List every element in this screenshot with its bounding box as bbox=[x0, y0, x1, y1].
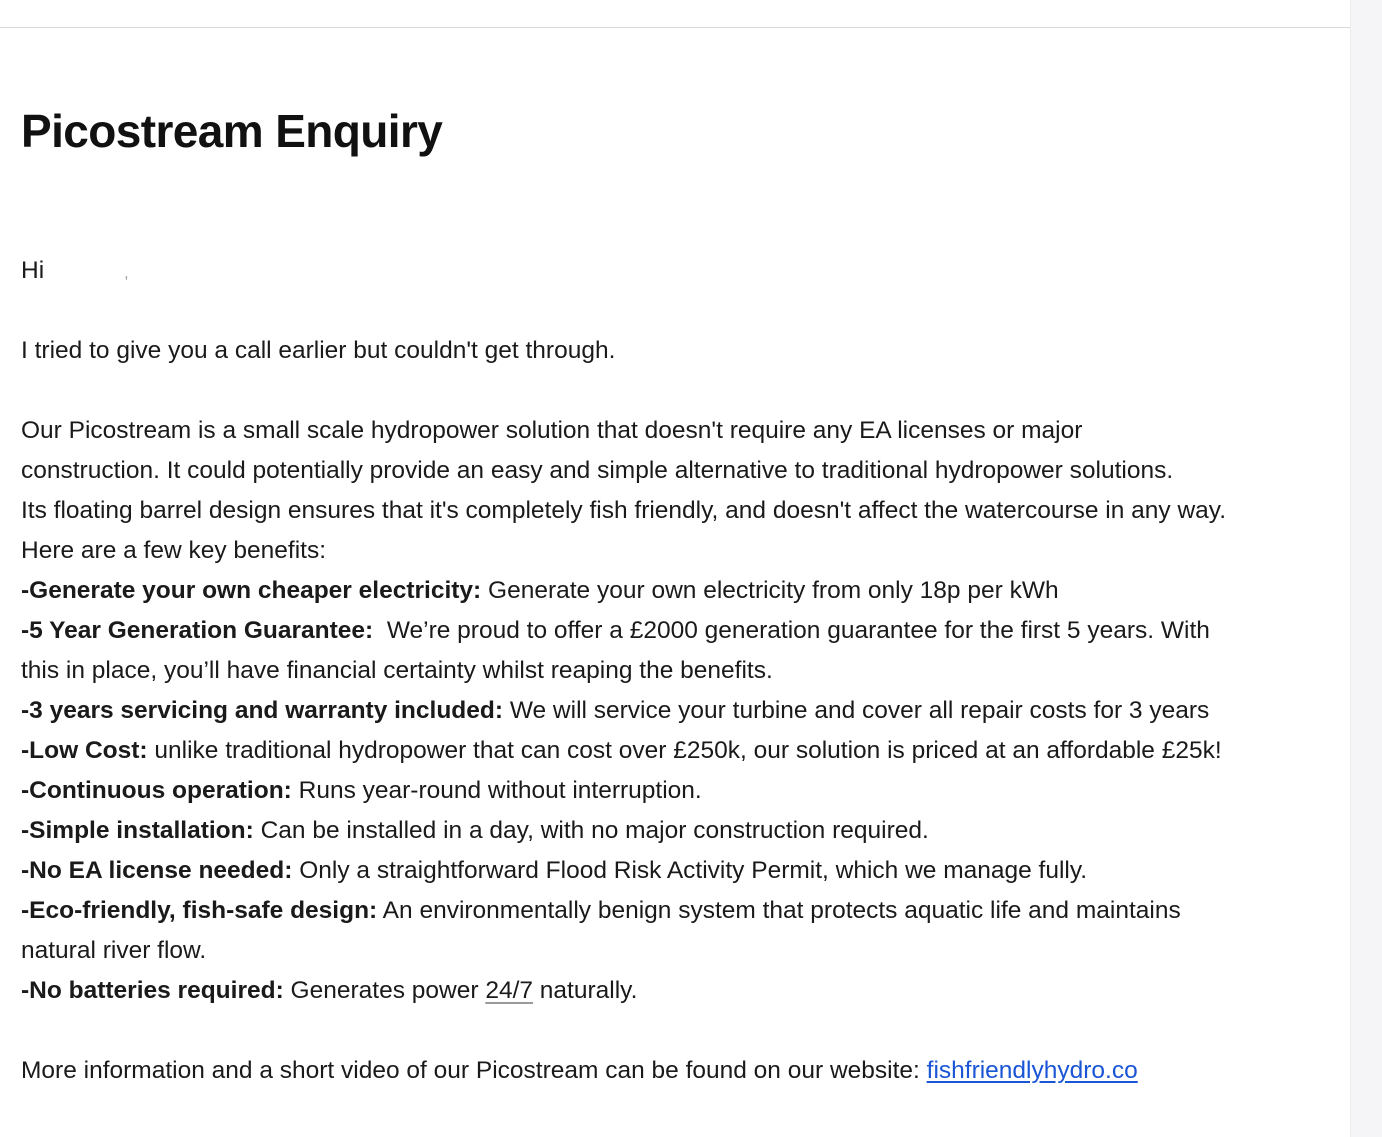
benefit-text: unlike traditional hydropower that can cost over £250k, our solution is priced at an affordable £25k! bbox=[147, 737, 1222, 764]
benefit-item bbox=[21, 771, 1331, 811]
paragraph-line: Its floating barrel design ensures that it's completely fish friendly, and doesn't affect the watercourse in any way. bbox=[21, 497, 1227, 524]
greeting-comma: , bbox=[124, 265, 129, 282]
benefit-title: -Simple installation: bbox=[21, 817, 254, 844]
greeting-line bbox=[21, 251, 1331, 291]
benefit-text-end: naturally. bbox=[533, 977, 638, 1004]
closing-text: More information and a short video of our Picostream can be found on our website: bbox=[21, 1057, 927, 1084]
detected-time-link[interactable]: 24/7 bbox=[485, 977, 533, 1004]
benefit-title: -Low Cost: bbox=[21, 737, 148, 764]
benefit-item bbox=[21, 691, 1331, 731]
benefit-text: Only a straightforward Flood Risk Activity Permit, which we manage fully. bbox=[292, 857, 1088, 884]
email-body bbox=[21, 251, 1331, 1091]
benefit-text: We’re proud to offer a £2000 generation guarantee for the first 5 years. With bbox=[373, 617, 1210, 644]
benefit-text: We will service your turbine and cover all repair costs for 3 years bbox=[503, 697, 1210, 724]
benefit-title: -Generate your own cheaper electricity: bbox=[21, 577, 482, 604]
benefit-title: -No batteries required: bbox=[21, 977, 284, 1004]
paragraph-line: Here are a few key benefits: bbox=[21, 537, 327, 564]
benefit-title: -Eco-friendly, fish-safe design: bbox=[21, 897, 378, 924]
benefit-item-continued: natural river flow. bbox=[21, 937, 207, 964]
benefit-item bbox=[21, 811, 1331, 851]
header-divider bbox=[0, 27, 1350, 28]
intro-line: I tried to give you a call earlier but couldn't get through. bbox=[21, 337, 616, 364]
benefit-title: -Continuous operation: bbox=[21, 777, 292, 804]
benefit-item bbox=[21, 971, 1331, 1011]
greeting-text: Hi bbox=[21, 257, 45, 284]
benefit-item bbox=[21, 851, 1331, 891]
email-subject: Picostream Enquiry bbox=[21, 105, 443, 157]
benefit-text: An environmentally benign system that protects aquatic life and maintains bbox=[377, 897, 1181, 924]
benefit-title: -No EA license needed: bbox=[21, 857, 293, 884]
closing-line bbox=[21, 1051, 1331, 1091]
benefit-text: Generates power bbox=[283, 977, 486, 1004]
website-link[interactable]: fishfriendlyhydro.co bbox=[926, 1057, 1138, 1084]
benefit-title: -3 years servicing and warranty included: bbox=[21, 697, 504, 724]
paragraph-line: construction. It could potentially provide an easy and simple alternative to traditional hydropower solutions. bbox=[21, 457, 1174, 484]
benefit-item bbox=[21, 891, 1331, 931]
benefit-text: Can be installed in a day, with no major construction required. bbox=[253, 817, 929, 844]
benefit-text: Generate your own electricity from only 18p per kWh bbox=[481, 577, 1059, 604]
benefit-item bbox=[21, 731, 1331, 771]
benefit-item bbox=[21, 611, 1331, 651]
benefit-title: -5 Year Generation Guarantee: bbox=[21, 617, 374, 644]
paragraph-line: Our Picostream is a small scale hydropower solution that doesn't require any EA licenses or major bbox=[21, 417, 1083, 444]
benefit-item bbox=[21, 571, 1331, 611]
benefit-text: Runs year-round without interruption. bbox=[291, 777, 702, 804]
scrollbar-track[interactable] bbox=[1350, 0, 1382, 1137]
benefit-item-continued: this in place, you’ll have financial certainty whilst reaping the benefits. bbox=[21, 657, 773, 684]
